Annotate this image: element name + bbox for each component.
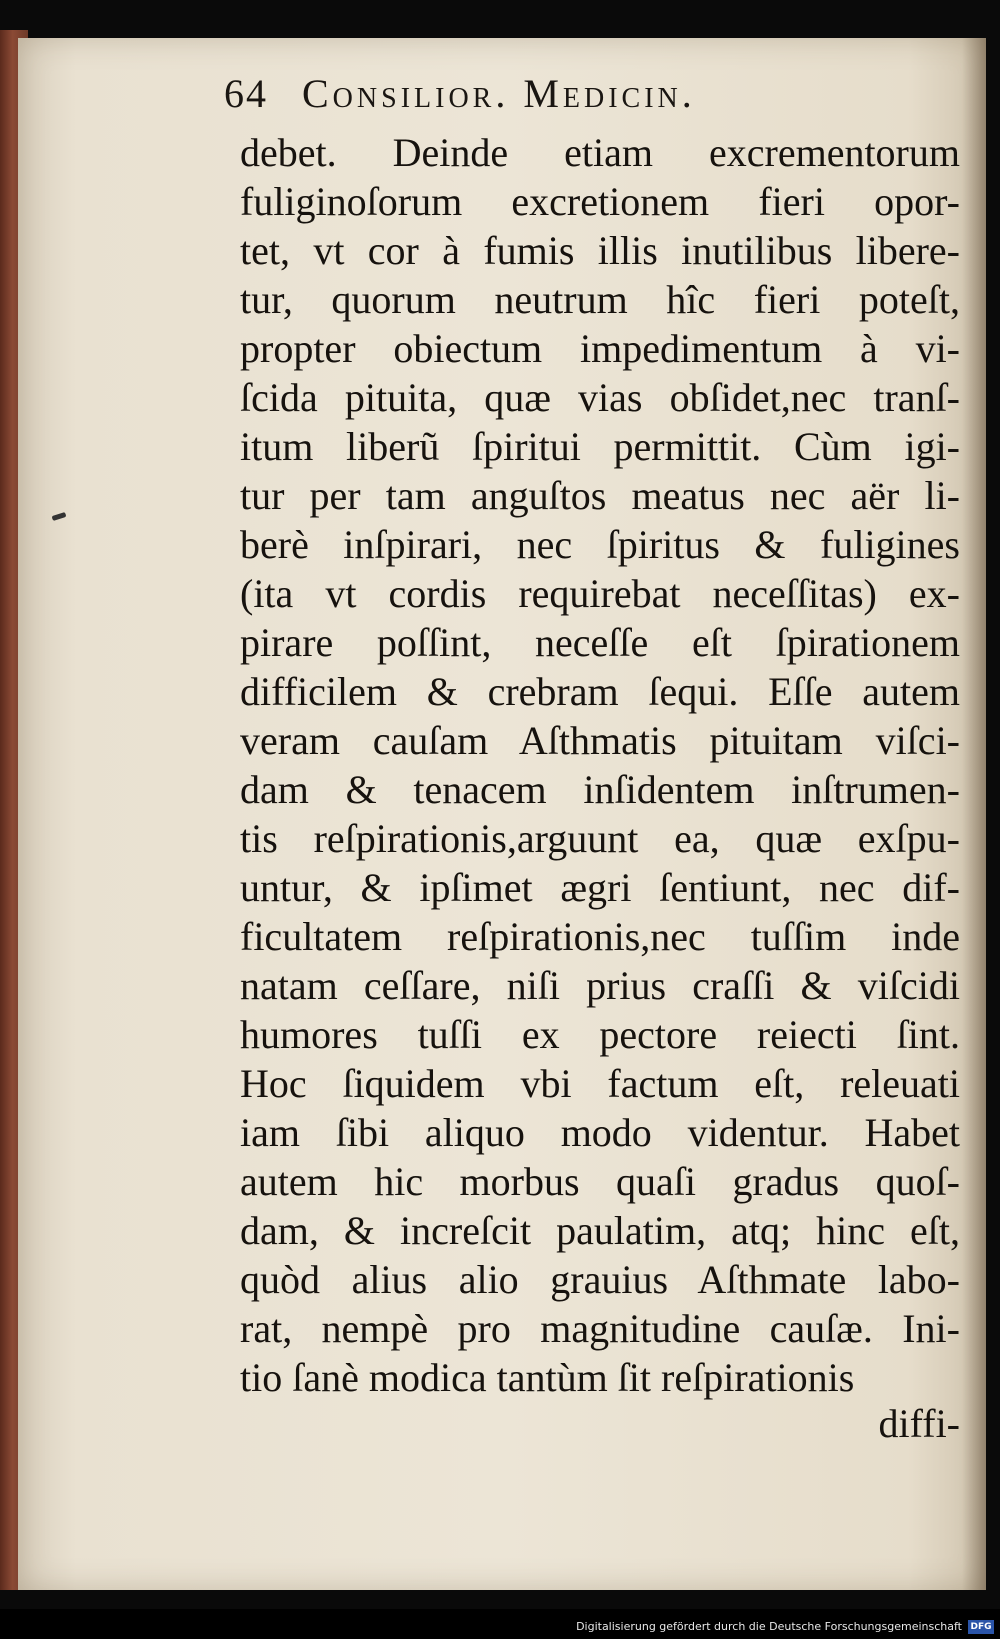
text-line: tur, quorum neutrum hîc fieri poteſt, bbox=[240, 277, 960, 322]
funding-credit: Digitalisierung gefördert durch die Deutsche Forschungsgemeinschaft bbox=[576, 1620, 962, 1633]
text-line: natam ceſſare, niſi prius craſſi & viſcidi bbox=[240, 963, 960, 1008]
text-line: rat, nempè pro magnitudine cauſæ. Ini- bbox=[240, 1306, 960, 1351]
text-line: untur, & ipſimet ægri ſentiunt, nec dif- bbox=[240, 865, 960, 910]
text-line: debet. Deinde etiam excrementorum bbox=[240, 130, 960, 175]
page-gutter-shadow bbox=[962, 38, 986, 1590]
page-header bbox=[224, 70, 696, 117]
text-line: (ita vt cordis requirebat neceſſitas) ex- bbox=[240, 571, 960, 616]
text-line: itum liberũ ſpiritui permittit. Cùm igi- bbox=[240, 424, 960, 469]
text-line: veram cauſam Aſthmatis pituitam viſci- bbox=[240, 718, 960, 763]
text-line: humores tuſſi ex pectore reiecti ſint. bbox=[240, 1012, 960, 1057]
catchword: diffi- bbox=[878, 1401, 960, 1446]
footer-bar bbox=[0, 1609, 1000, 1639]
dfg-logo: DFG bbox=[968, 1620, 994, 1634]
page-number: 64 bbox=[224, 71, 268, 116]
body-text bbox=[240, 128, 960, 1402]
text-line: tio ſanè modica tantùm ſit reſpirationis bbox=[240, 1355, 855, 1400]
text-line: quòd alius alio grauius Aſthmate labo- bbox=[240, 1257, 960, 1302]
text-line: propter obiectum impedimentum à vi- bbox=[240, 326, 960, 371]
text-line: tet, vt cor à fumis illis inutilibus libere- bbox=[240, 228, 960, 273]
running-head: Consilior. Medicin. bbox=[302, 71, 696, 116]
text-line: dam, & increſcit paulatim, atq; hinc eſt, bbox=[240, 1208, 960, 1253]
text-line: difficilem & crebram ſequi. Eſſe autem bbox=[240, 669, 960, 714]
text-line: ficultatem reſpirationis,nec tuſſim inde bbox=[240, 914, 960, 959]
text-line: dam & tenacem inſidentem inſtrumen- bbox=[240, 767, 960, 812]
text-line: tis reſpirationis,arguunt ea, quæ exſpu- bbox=[240, 816, 960, 861]
text-line: berè inſpirari, nec ſpiritus & fuligines bbox=[240, 522, 960, 567]
text-line: ſcida pituita, quæ vias obſidet,nec tranſ- bbox=[240, 375, 960, 420]
text-line: iam ſibi aliquo modo videntur. Habet bbox=[240, 1110, 960, 1155]
text-line: tur per tam anguſtos meatus nec aër li- bbox=[240, 473, 960, 518]
text-line: fuliginoſorum excretionem fieri opor- bbox=[240, 179, 960, 224]
text-line: autem hic morbus quaſi gradus quoſ- bbox=[240, 1159, 960, 1204]
text-line: pirare poſſint, neceſſe eſt ſpirationem bbox=[240, 620, 960, 665]
text-line: Hoc ſiquidem vbi factum eſt, releuati bbox=[240, 1061, 960, 1106]
